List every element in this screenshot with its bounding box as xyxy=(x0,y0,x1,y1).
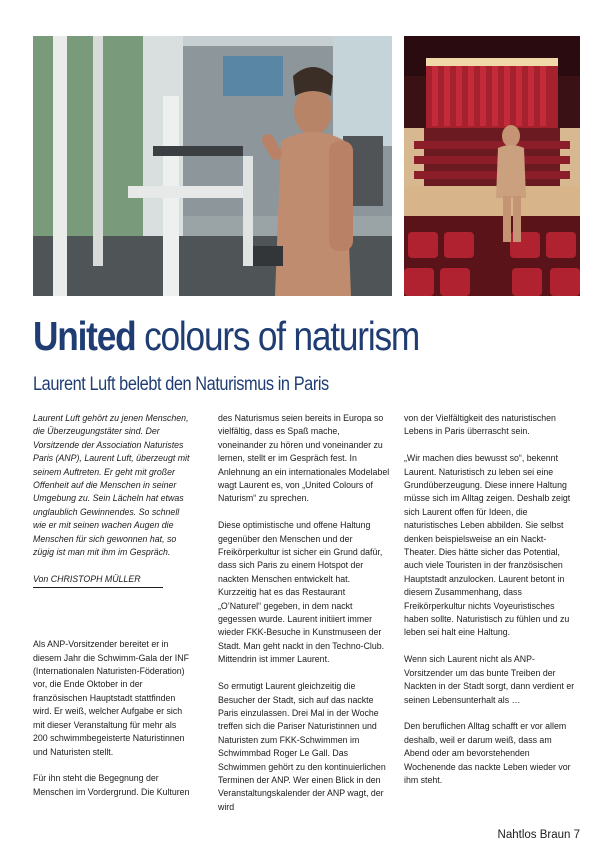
article-column-3 xyxy=(404,412,576,801)
body-paragraph: Als ANP-Vorsitzender bereitet er in diesem Jahr die Schwimm-Gala der INF (Internationalen Naturisten-Föderation) vor, die Ende Oktober in der französischen Hauptstadt stattfinden wird. Er weiß, welcher Aufgabe er sich mit dieser Veranstaltung für mehr als 200 schwimmbegeisterte Naturistinnen und Naturisten stellt. xyxy=(33,639,189,757)
body-paragraph: von der Vielfältigkeit des naturistischen Lebens in Paris überrascht sein. xyxy=(404,413,556,437)
intro-paragraph: Laurent Luft gehört zu jenen Menschen, die Überzeugungstäter sind. Der Vorsitzende der Association Naturistes Paris (ANP), Laurent Luft, überzeugt mit seinem Auftreten. Er geht mit großer Offenheit auf die Menschen in seiner Umgebung zu. Sein Lächeln hat etwas unglaublich Gewinnendes. So schnell wie er mit seinen wachen Augen die Menschen für sich gewonnen hat, so zügig ist man mit ihm im Gespräch. xyxy=(33,413,190,558)
page-footer: Nahtlos Braun 7 xyxy=(497,829,580,841)
body-paragraph: Wenn sich Laurent nicht als ANP-Vorsitzender um das bunte Treiben der Nackten in der Stadt sorgt, dann verdient er seinen Lebensunterhalt als … xyxy=(404,654,575,705)
byline: Von CHRISTOPH MÜLLER xyxy=(33,573,163,588)
article-column-2 xyxy=(218,412,390,828)
theater-photo xyxy=(404,36,580,296)
headline-bold: United xyxy=(33,313,136,359)
body-paragraph: des Naturismus seien bereits in Europa so vielfältig, dass es Spaß mache, voneinander zu hören und voneinander zu lernen, stellt er im Gespräch fest. In Anlehnung an ein internationales Modelabel wagt Laurent es, von „United Colours of Naturism“ zu sprechen. xyxy=(218,413,390,504)
body-paragraph: Den beruflichen Alltag schafft er vor allem deshalb, weil er darum weiß, dass am Abend oder am bevorstehenden Wochenende das nackte Leben wieder vor ihm steht. xyxy=(404,721,571,785)
body-paragraph: So ermutigt Laurent gleichzeitig die Besucher der Stadt, sich auf das nackte Paris einzulassen. Drei Mal in der Woche treffen sich die Pariser Naturistinnen und Naturisten zum FKK-Schwimmen im Schwimmbad Roger Le Gall. Das Schwimmen gehört zu den kontinuierlichen Terminen der ANP. Wer einen Blick in den Veranstaltungskalender der ANP wagt, der wird xyxy=(218,681,386,812)
body-paragraph: „Wir machen dies bewusst so“, bekennt Laurent. Naturistisch zu leben sei eine Grundüberzeugung. Diese innere Haltung müsse sich im Alltag zeigen. Deshalb zeigt sich Laurent offen für Ideen, die naturistisches Leben abbilden. Sie selbst denken beispielsweise an ein Nackt-Theater. Dies hätte sicher das Potential, auch viele Touristen in der französischen Hauptstadt anzulocken. Laurent betont in diesem Zusammenhang, dass Freikörperkultur nichts Voyeuristisches haben sollte. Naturistisch zu fühlen und zu leben sei halt eine Haltung. xyxy=(404,453,571,638)
gym-photo xyxy=(33,36,392,296)
article-headline xyxy=(33,311,419,361)
body-paragraph: Diese optimistische und offene Haltung gegenüber den Menschen und der Freikörperkultur ist sicher ein Grund dafür, dass sich Paris zu einem Hotspot der nackten Menschen entwickelt hat. Kurzzeitig hat es das Restaurant „O’Naturel“ gegeben, in dem nackt gegessen wurde. Laurent initiiert immer wieder FKK-Besuche in Kunstmuseen der Stadt. Man geht nackt in den Techno-Club. Mittendrin ist immer Laurent. xyxy=(218,520,385,665)
article-subheadline: Laurent Luft belebt den Naturismus in Paris xyxy=(33,374,329,395)
article-column-1 xyxy=(33,412,193,813)
body-paragraph: Für ihn steht die Begegnung der Menschen im Vordergrund. Die Kulturen xyxy=(33,773,190,797)
headline-rest: colours of naturism xyxy=(144,313,420,359)
